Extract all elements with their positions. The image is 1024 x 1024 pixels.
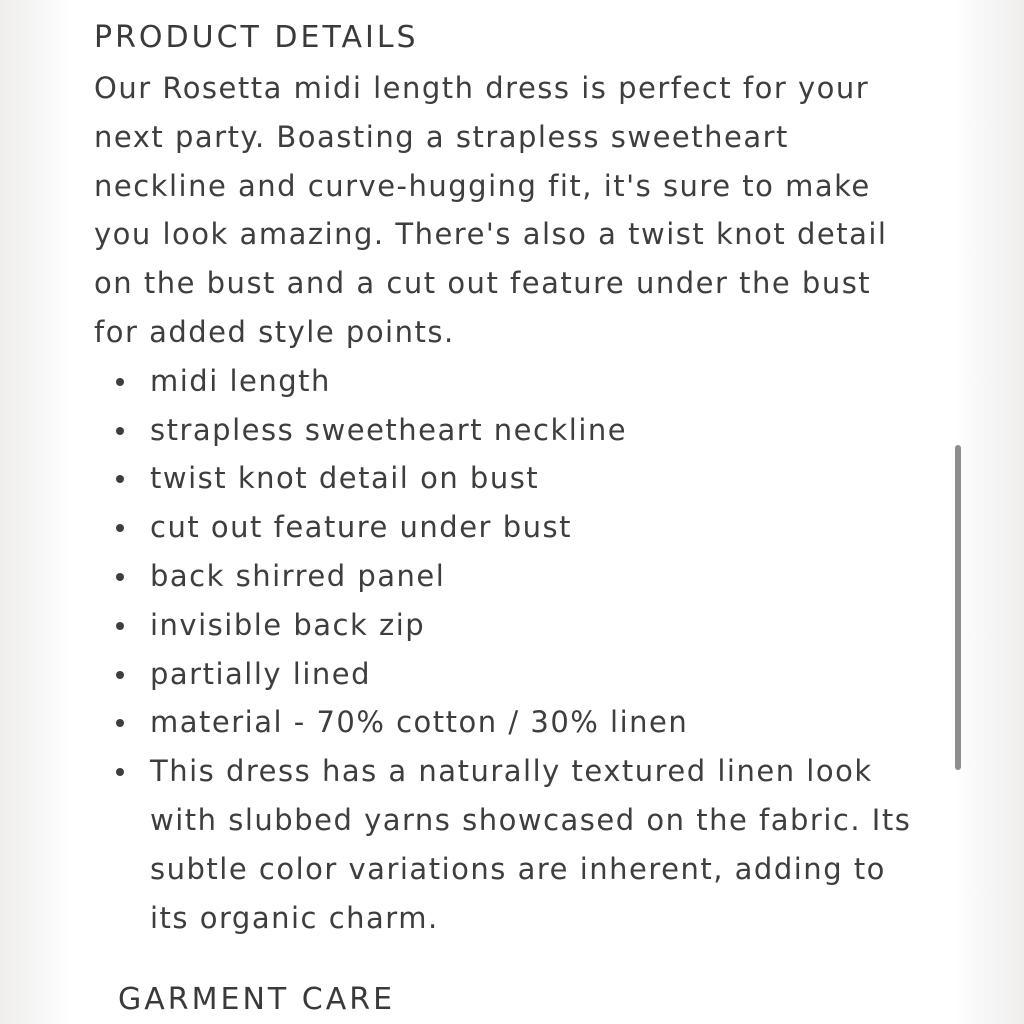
garment-care-heading[interactable]: GARMENT CARE: [118, 982, 396, 1017]
vertical-scrollbar[interactable]: [955, 445, 961, 770]
product-details-heading: PRODUCT DETAILS: [94, 20, 419, 55]
bullet-icon: [116, 475, 124, 483]
feature-item: [94, 552, 930, 601]
bullet-icon: [116, 719, 124, 727]
feature-text: cut out feature under bust: [150, 510, 572, 545]
bullet-icon: [116, 671, 124, 679]
feature-text: invisible back zip: [150, 607, 426, 642]
bullet-icon: [116, 427, 124, 435]
feature-text: strapless sweetheart neckline: [150, 412, 628, 447]
product-description: Our Rosetta midi length dress is perfect for your next party. Boasting a strapless sweetheart neckline and curve-hugging fit, it's sure to make you look amazing. There's also a twist knot detail on the bust and a cut out feature under the bust for added style points.: [94, 71, 888, 349]
feature-text: twist knot detail on bust: [150, 461, 540, 496]
bullet-icon: [116, 524, 124, 532]
bullet-icon: [116, 768, 124, 776]
feature-item: [94, 650, 930, 699]
feature-text: material - 70% cotton / 30% linen: [150, 705, 689, 740]
feature-item: [94, 406, 930, 455]
bullet-icon: [116, 378, 124, 386]
feature-list: [94, 357, 934, 943]
feature-text: This dress has a naturally textured linen look with slubbed yarns showcased on the fabric. Its subtle color variations are inherent, adding to its organic charm.: [150, 754, 912, 935]
bullet-icon: [116, 573, 124, 581]
feature-text: partially lined: [150, 656, 372, 691]
feature-item: [94, 747, 930, 942]
product-details-section: [94, 16, 934, 942]
feature-item: [94, 503, 930, 552]
feature-item: [94, 454, 930, 503]
feature-item: [94, 698, 930, 747]
feature-text: midi length: [150, 363, 331, 398]
bullet-icon: [116, 622, 124, 630]
feature-item: [94, 357, 930, 406]
feature-item: [94, 601, 930, 650]
feature-text: back shirred panel: [150, 558, 446, 593]
